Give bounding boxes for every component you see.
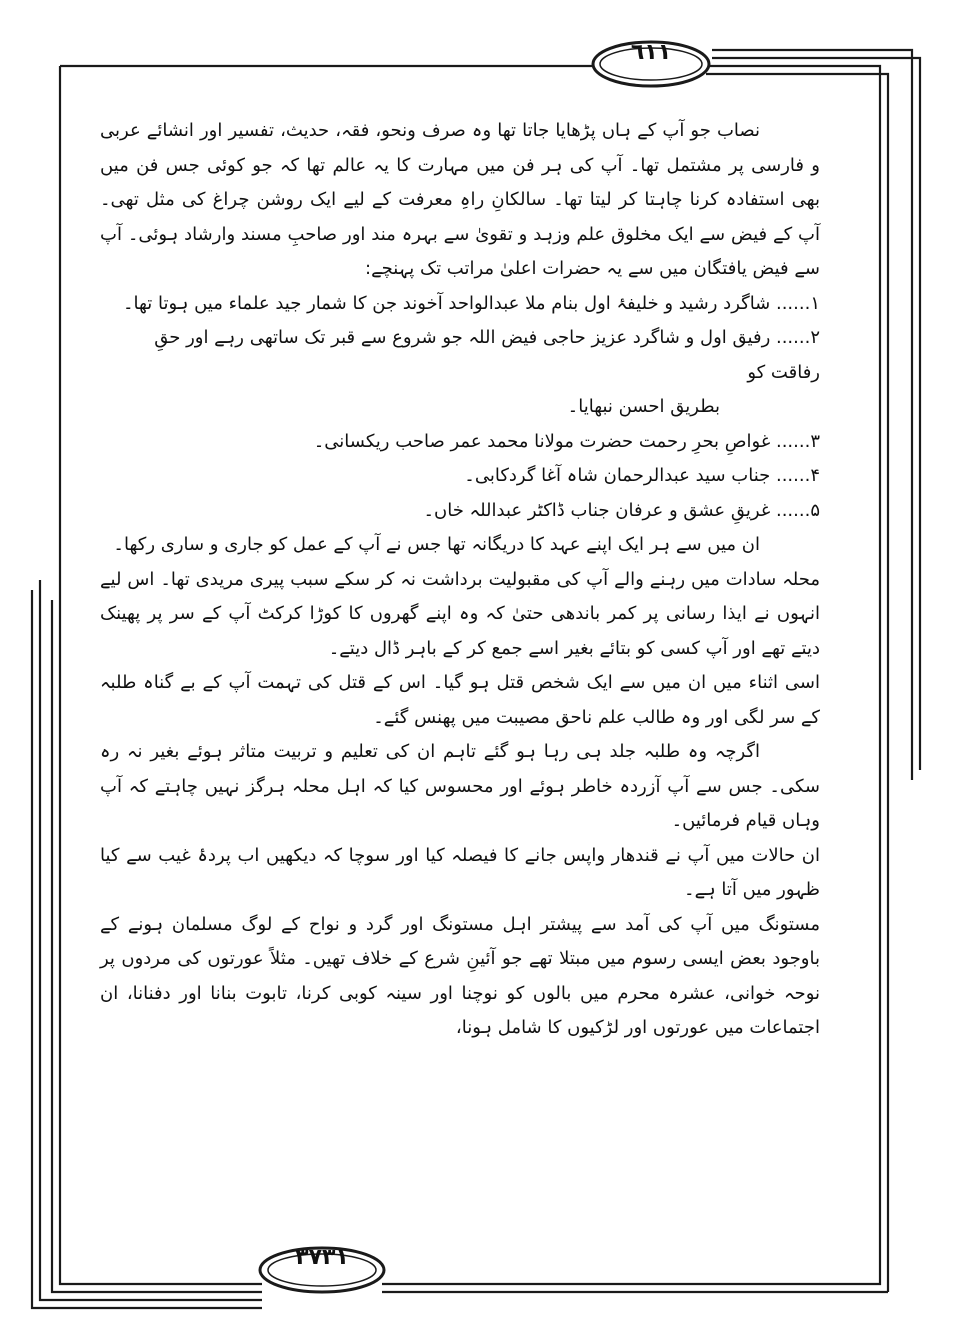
list-item: ۴...... جناب سید عبدالرحمان شاہ آغا گردکابی۔	[464, 465, 820, 486]
body-paragraph: ان حالات میں آپ نے قندھار واپس جانے کا فیصلہ کیا اور سوچا کہ دیکھیں اب پردۂ غیب سے کیا ظہور میں آتا ہے۔	[100, 844, 820, 900]
list-item-continuation: بطریق احسن نبھایا۔	[567, 396, 720, 417]
body-paragraph: ان میں سے ہر ایک اپنے عہد کا دریگانہ تھا جس نے آپ کے عمل کو جاری و ساری رکھا۔	[113, 534, 760, 555]
body-paragraph: اگرچہ وہ طلبہ جلد ہی رہا ہو گئے تاہم ان کی تعلیم و تربیت متاثر ہوئے بغیر نہ رہ سکی۔ جس سے آپ آزردہ خاطر ہوئے اور محسوس کیا کہ اہل محلہ ہرگز نہیں چاہتے کہ آپ وہاں قیام فرمائیں۔	[100, 741, 820, 831]
list-item: ۵...... غریقِ عشق و عرفان جناب ڈاکٹر عبداللہ خاں۔	[423, 499, 820, 521]
body-paragraph: محلہ سادات میں رہنے والے آپ کی مقبولیت برداشت نہ کر سکے سبب پیری مریدی تھا۔ اس لیے انہوں نے ایذا رسانی پر کمر باندھی حتیٰ کہ وہ اپنے گھروں کا کوڑا کرکٹ آپ کے سر پر پھینک دیتے تھے اور آپ کسی کو بتائے بغیر اسے جمع کر کے باہر ڈال دیتے۔	[100, 568, 820, 659]
intro-paragraph: نصاب جو آپ کے ہاں پڑھایا جاتا تھا وہ صرف ونحو، فقہ، حدیث، تفسیر اور انشائے عربی و فارسی پر مشتمل تھا۔ آپ کی ہر فن میں مہارت کا یہ عالم تھا کہ جو کوئی جس فن میں بھی استفادہ کرنا چاہتا کر لیتا تھا۔ سالکانِ راہِ معرفت کے لیے ایک روشن چراغ کی مثل تھی۔ آپ کے فیض سے ایک مخلوق علم وزہد و تقویٰ سے بہرہ مند اور صاحبِ مسند وارشاد ہوئی۔ آپ سے فیض یافتگان میں سے یہ حضرات اعلیٰ مراتب تک پہنچے:	[100, 120, 820, 279]
list-item: ۳...... غواصِ بحرِ رحمت حضرت مولانا محمد عمر صاحب ریکسانی۔	[313, 430, 820, 452]
body-paragraph: مستونگ میں آپ کی آمد سے پیشتر اہل مستونگ اور گرد و نواح کے لوگ مسلمان ہونے کے باوجود بعض ایسی رسوم میں مبتلا تھے جو آئینِ شرع کے خلاف تھیں۔ مثلاً عورتوں کی مردوں پر نوحہ خوانی، عشرہ محرم میں بالوں کو نوچنا اور سینہ کوبی کرنا، تابوت بنانا اور دفنانا، ان اجتماعات میں عورتوں اور لڑکیوں کا شامل ہونا،	[100, 913, 820, 1038]
body-paragraph: اسی اثناء میں ان میں سے ایک شخص قتل ہو گیا۔ اس کے قتل کی تہمت آپ کے بے گناہ طلبہ کے سر لگی اور وہ طالب علم ناحق مصیبت میں پھنس گئے۔	[100, 672, 820, 728]
page-body	[100, 114, 820, 1046]
list-item: ۲...... رفیق اول و شاگرد عزیز حاجی فیض اللہ جو شروع سے قبر تک ساتھی رہے اور حقِ رفاقت کو	[154, 327, 820, 383]
top-page-number: ٦١١	[630, 40, 672, 65]
bottom-page-number: ٣٧٣١	[295, 1245, 349, 1270]
list-item: ۱...... شاگرد رشید و خلیفۂ اول بنام ملا عبدالواحد آخوند جن کا شمار جید علماء میں ہوتا تھا۔	[122, 292, 820, 314]
